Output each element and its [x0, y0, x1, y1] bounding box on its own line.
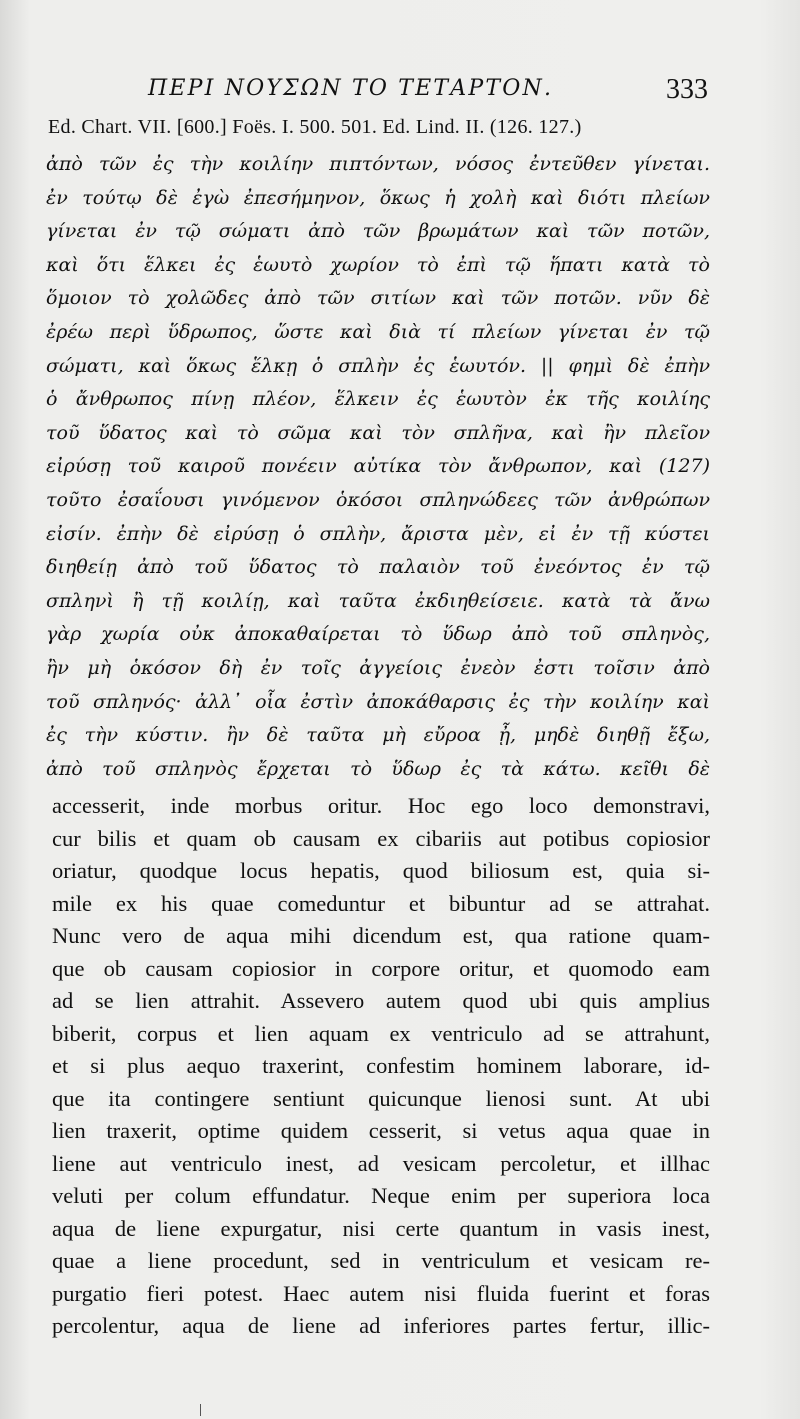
latin-text-line: ad se lien attrahit. Assevero autem quod ubi quis amplius	[52, 988, 710, 1013]
greek-text-line: ὅμοιον τὸ χολῶδες ἀπὸ τῶν σιτίων καὶ τῶν ποτῶν. νῦν δὲ	[46, 287, 710, 310]
latin-text-line: aqua de liene expurgatur, nisi certe quantum in vasis inest,	[52, 1215, 710, 1241]
latin-text-line: oriatur, quodque locus hepatis, quod biliosum est, quia si-	[52, 858, 710, 883]
greek-text-line: γίνεται ἐν τῷ σώματι ἀπὸ τῶν βρωμάτων καὶ τῶν ποτῶν,	[46, 220, 710, 243]
greek-text-line: σώματι, καὶ ὅκως ἕλκῃ ὁ σπλὴν ἐς ἑωυτόν. || φημὶ δὲ ἐπὴν	[46, 354, 710, 377]
latin-text-line: accesserit, inde morbus oritur. Hoc ego loco demonstravi,	[52, 793, 710, 818]
latin-text-line: liene aut ventriculo inest, ad vesicam percoletur, et illhac	[52, 1150, 710, 1176]
greek-text-line: εἰσίν. ἐπὴν δὲ εἰρύσῃ ὁ σπλὴν, ἄριστα μὲν, εἰ ἐν τῇ κύστει	[46, 522, 710, 545]
latin-text-line: et si plus aequo traxerint, confestim hominem laborare, id-	[52, 1053, 710, 1078]
greek-text-line: τοῦ ὕδατος καὶ τὸ σῶμα καὶ τὸν σπλῆνα, καὶ ἢν πλεῖον	[46, 421, 710, 444]
greek-text-block	[46, 148, 710, 786]
greek-text-line: ἐν τούτῳ δὲ ἐγὼ ἐπεσήμηνον, ὅκως ἡ χολὴ καὶ διότι πλείων	[46, 186, 710, 209]
latin-text-line: biberit, corpus et lien aquam ex ventriculo ad se attrahunt,	[52, 1020, 710, 1046]
latin-text-line: mile ex his quae comeduntur et bibuntur ad se attrahat.	[52, 890, 710, 916]
latin-text-line: que ita contingere sentiunt quicunque lienosi sunt. At ubi	[52, 1085, 710, 1111]
greek-text-line: ἐς τὴν κύστιν. ἢν δὲ ταῦτα μὴ εὔροα ᾖ, μηδὲ διηθῇ ἔξω,	[46, 724, 710, 747]
latin-text-line: Nunc vero de aqua mihi dicendum est, qua ratione quam-	[52, 923, 710, 948]
edition-references: Ed. Chart. VII. [600.] Foës. I. 500. 501. Ed. Lind. II. (126. 127.)	[48, 116, 582, 138]
greek-text-line: ἀπὸ τῶν ἐς τὴν κοιλίην πιπτόντων, νόσος ἐντεῦθεν γίνεται.	[46, 153, 710, 175]
greek-text-line: τοῦ σπληνός· ἀλλ᾽ οἷα ἐστὶν ἀποκάθαρσις ἐς τὴν κοιλίην καὶ	[46, 690, 710, 713]
greek-text-line: ὁ ἄνθρωπος πίνῃ πλέον, ἕλκειν ἐς ἑωυτὸν ἐκ τῆς κοιλίης	[46, 388, 710, 411]
greek-text-line: ἀπὸ τοῦ σπληνὸς ἔρχεται τὸ ὕδωρ ἐς τὰ κάτω. κεῖθι δὲ	[46, 757, 710, 780]
greek-text-line: ἢν μὴ ὁκόσον δὴ ἐν τοῖς ἀγγείοις ἐνεὸν ἐστι τοῖσιν ἀπὸ	[46, 656, 710, 679]
latin-text-line: veluti per colum effundatur. Neque enim per superiora loca	[52, 1183, 710, 1208]
latin-text-block	[52, 790, 710, 1343]
greek-text-line: διηθείῃ ἀπὸ τοῦ ὕδατος τὸ παλαιὸν τοῦ ἐνεόντος ἐν τῷ	[46, 556, 710, 579]
latin-text-line: que ob causam copiosior in corpore oritur, et quomodo eam	[52, 955, 710, 981]
greek-text-line: ἐρέω περὶ ὕδρωπος, ὥστε καὶ διὰ τί πλείων γίνεται ἐν τῷ	[46, 320, 710, 343]
latin-text-line: lien traxerit, optime quidem cesserit, si vetus aqua quae in	[52, 1118, 710, 1143]
latin-text-line: purgatio fieri potest. Haec autem nisi fluida fuerint et foras	[52, 1280, 710, 1306]
greek-text-line: τοῦτο ἐσαΐουσι γινόμενον ὁκόσοι σπληνώδεες τῶν ἀνθρώπων	[46, 488, 710, 511]
greek-text-line: καὶ ὅτι ἕλκει ἐς ἑωυτὸ χωρίον τὸ ἐπὶ τῷ ἥπατι κατὰ τὸ	[46, 253, 710, 276]
greek-text-line: εἰρύσῃ τοῦ καιροῦ πονέειν αὐτίκα τὸν ἄνθρωπον, καὶ (127)	[46, 455, 710, 478]
page-number: 333	[666, 74, 708, 105]
latin-text-line: cur bilis et quam ob causam ex cibariis aut potibus copiosior	[52, 825, 710, 851]
margin-mark	[200, 1404, 201, 1416]
page-header	[148, 76, 708, 110]
running-title: ΠΕΡΙ ΝΟΥΣΩΝ ΤΟ ΤΕΤΑΡΤΟΝ.	[148, 76, 554, 101]
greek-text-line: σπληνὶ ἢ τῇ κοιλίῃ, καὶ ταῦτα ἐκδιηθείσειε. κατὰ τὰ ἄνω	[46, 589, 710, 612]
latin-text-line: quae a liene procedunt, sed in ventriculum et vesicam re-	[52, 1248, 710, 1273]
greek-text-line: γὰρ χωρία οὐκ ἀποκαθαίρεται τὸ ὕδωρ ἀπὸ τοῦ σπληνὸς,	[46, 623, 710, 646]
latin-text-line: percolentur, aqua de liene ad inferiores partes fertur, illic-	[52, 1313, 710, 1338]
